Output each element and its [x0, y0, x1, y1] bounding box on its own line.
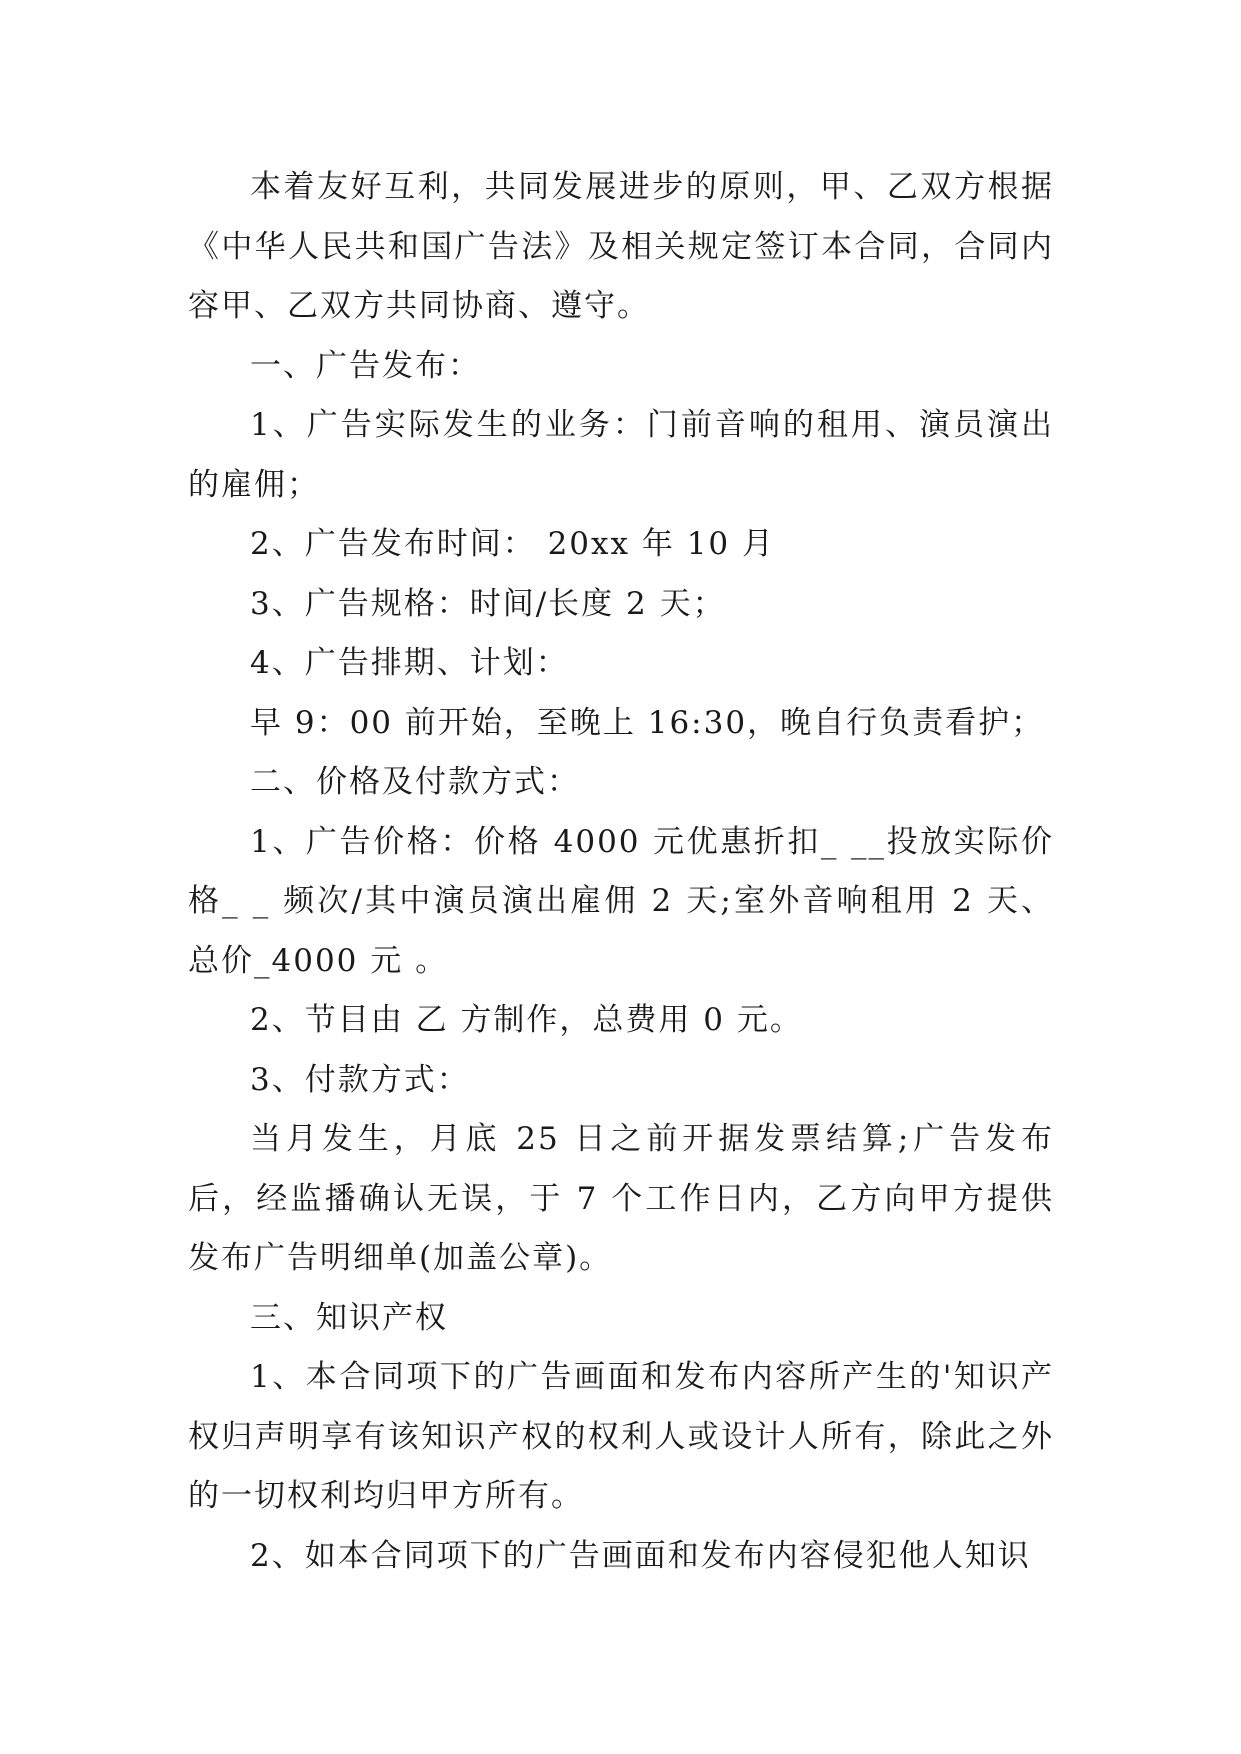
paragraph-ad-business: 1、广告实际发生的业务：门前音响的租用、演员演出的雇佣；	[188, 407, 1054, 503]
paragraph-ad-spec: 3、广告规格：时间/长度 2 天；	[250, 585, 726, 622]
heading-ad-publishing: 一、广告发布：	[250, 347, 481, 384]
paragraph-production: 2、节目由 乙 方制作，总费用 0 元。	[250, 1002, 803, 1038]
document-body	[188, 158, 1054, 1586]
paragraph-ad-price: 1、广告价格：价格 4000 元优惠折扣_ __投放实际价格_ _ 频次/其中演员演出雇佣 2 天;室外音响租用 2 天、总价_4000 元 。	[188, 823, 1054, 979]
paragraph-schedule-detail: 早 9：00 前开始，至晚上 16:30，晚自行负责看护；	[250, 704, 1045, 741]
paragraph-payment-method: 3、付款方式：	[250, 1061, 470, 1098]
paragraph-ad-schedule: 4、广告排期、计划：	[250, 645, 569, 681]
paragraph-ip-infringement: 2、如本合同项下的广告画面和发布内容侵犯他人知识	[250, 1537, 1031, 1574]
heading-intellectual-property: 三、知识产权	[250, 1299, 448, 1336]
paragraph-intro: 本着友好互利，共同发展进步的原则，甲、乙双方根据《中华人民共和国广告法》及相关规定签订本合同，合同内容甲、乙双方共同协商、遵守。	[188, 169, 1054, 324]
paragraph-ad-time: 2、广告发布时间： 20xx 年 10 月	[250, 526, 775, 562]
paragraph-payment-detail: 当月发生，月底 25 日之前开据发票结算;广告发布后，经监播确认无误，于 7 个工作日内，乙方向甲方提供发布广告明细单(加盖公章)。	[188, 1121, 1054, 1276]
heading-price-payment: 二、价格及付款方式：	[250, 764, 580, 800]
paragraph-ip-ownership: 1、本合同项下的广告画面和发布内容所产生的'知识产权归声明享有该知识产权的权利人或设计人所有，除此之外的一切权利均归甲方所有。	[188, 1359, 1054, 1514]
